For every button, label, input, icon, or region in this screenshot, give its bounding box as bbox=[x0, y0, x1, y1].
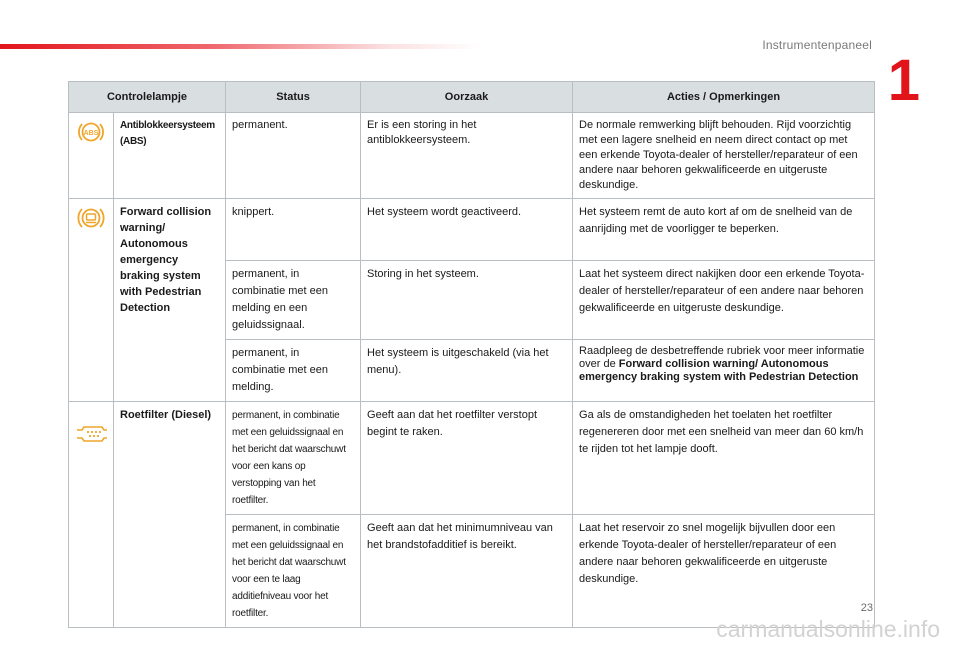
col-header-oorzaak: Oorzaak bbox=[361, 82, 573, 113]
fcw-action-1: Het systeem remt de auto kort af om de snelheid van de aanrijding met de voorligger te beperken. bbox=[573, 199, 875, 261]
page-number: 23 bbox=[860, 602, 873, 614]
table-row bbox=[69, 113, 875, 199]
svg-text:ABS: ABS bbox=[83, 129, 99, 137]
abs-cause: Er is een storing in het antiblokkeersysteem. bbox=[361, 113, 573, 199]
fcw-cause-1: Het systeem wordt geactiveerd. bbox=[361, 199, 573, 261]
section-title: Instrumentenpaneel bbox=[762, 38, 872, 52]
col-header-status: Status bbox=[226, 82, 361, 113]
fcw-status-3: permanent, in combinatie met een melding. bbox=[226, 340, 361, 402]
fcw-name: Forward collision warning/ Autonomous emergency braking system with Pedestrian Detection bbox=[114, 199, 226, 402]
header-accent-bar bbox=[0, 44, 480, 49]
fcw-status-1: knippert. bbox=[226, 199, 361, 261]
filter-icon-cell bbox=[69, 402, 114, 628]
filter-cause-1: Geeft aan dat het roetfilter verstopt begint te raken. bbox=[361, 402, 573, 515]
filter-name: Roetfilter (Diesel) bbox=[114, 402, 226, 628]
chapter-number: 1 bbox=[887, 48, 920, 113]
warning-lights-table bbox=[68, 81, 875, 628]
col-header-controlelampje: Controlelampje bbox=[69, 82, 226, 113]
filter-cause-2: Geeft aan dat het minimumniveau van het brandstofadditief is bereikt. bbox=[361, 515, 573, 628]
fcw-status-2: permanent, in combinatie met een melding en een geluidssignaal. bbox=[226, 261, 361, 340]
filter-status-1: permanent, in combinatie met een geluidssignaal en het bericht dat waarschuwt voor een kans op verstopping van het roetfilter. bbox=[226, 402, 361, 515]
fcw-icon-cell bbox=[69, 199, 114, 402]
fcw-action-3 bbox=[573, 340, 875, 402]
filter-action-2: Laat het reservoir zo snel mogelijk bijvullen door een erkende Toyota-dealer of hersteller/reparateur of een andere naar behoren gekwalificeerde en uitgeruste deskundige. bbox=[573, 515, 875, 628]
col-header-acties: Acties / Opmerkingen bbox=[573, 82, 875, 113]
abs-name: Antiblokkeersysteem (ABS) bbox=[114, 113, 226, 199]
table-header-row bbox=[69, 82, 875, 113]
fcw-action-3-text: Raadpleeg de desbetreffende rubriek voor meer informatie over de bbox=[579, 345, 865, 370]
fcw-action-2: Laat het systeem direct nakijken door een erkende Toyota-dealer of hersteller/reparateur of een andere naar behoren gekwalificeerde en uitgeruste deskundige. bbox=[573, 261, 875, 340]
filter-action-1: Ga als de omstandigheden het toelaten het roetfilter regenereren door met een snelheid van meer dan 60 km/h te rijden tot het lampje dooft. bbox=[573, 402, 875, 515]
fcw-cause-3: Het systeem is uitgeschakeld (via het menu). bbox=[361, 340, 573, 402]
abs-warning-icon bbox=[77, 118, 105, 146]
particle-filter-icon bbox=[75, 424, 109, 444]
watermark[interactable]: carmanualsonline.info bbox=[716, 616, 940, 642]
collision-warning-icon bbox=[76, 204, 106, 232]
fcw-action-3-bold: Forward collision warning/ Autonomous emergency braking system with Pedestrian Detection bbox=[579, 358, 859, 383]
filter-status-2: permanent, in combinatie met een geluidssignaal en het bericht dat waarschuwt voor een te laag additiefniveau voor het roetfilter. bbox=[226, 515, 361, 628]
table-row bbox=[69, 402, 875, 515]
table-row bbox=[69, 199, 875, 261]
abs-icon-cell bbox=[69, 113, 114, 199]
abs-action: De normale remwerking blijft behouden. Rijd voorzichtig met een lagere snelheid en neem direct contact op met een erkende Toyota-dealer of hersteller/reparateur of een andere naar behoren gekwalificeerde en uitgeruste deskundige. bbox=[573, 113, 875, 199]
abs-status: permanent. bbox=[226, 113, 361, 199]
fcw-cause-2: Storing in het systeem. bbox=[361, 261, 573, 340]
